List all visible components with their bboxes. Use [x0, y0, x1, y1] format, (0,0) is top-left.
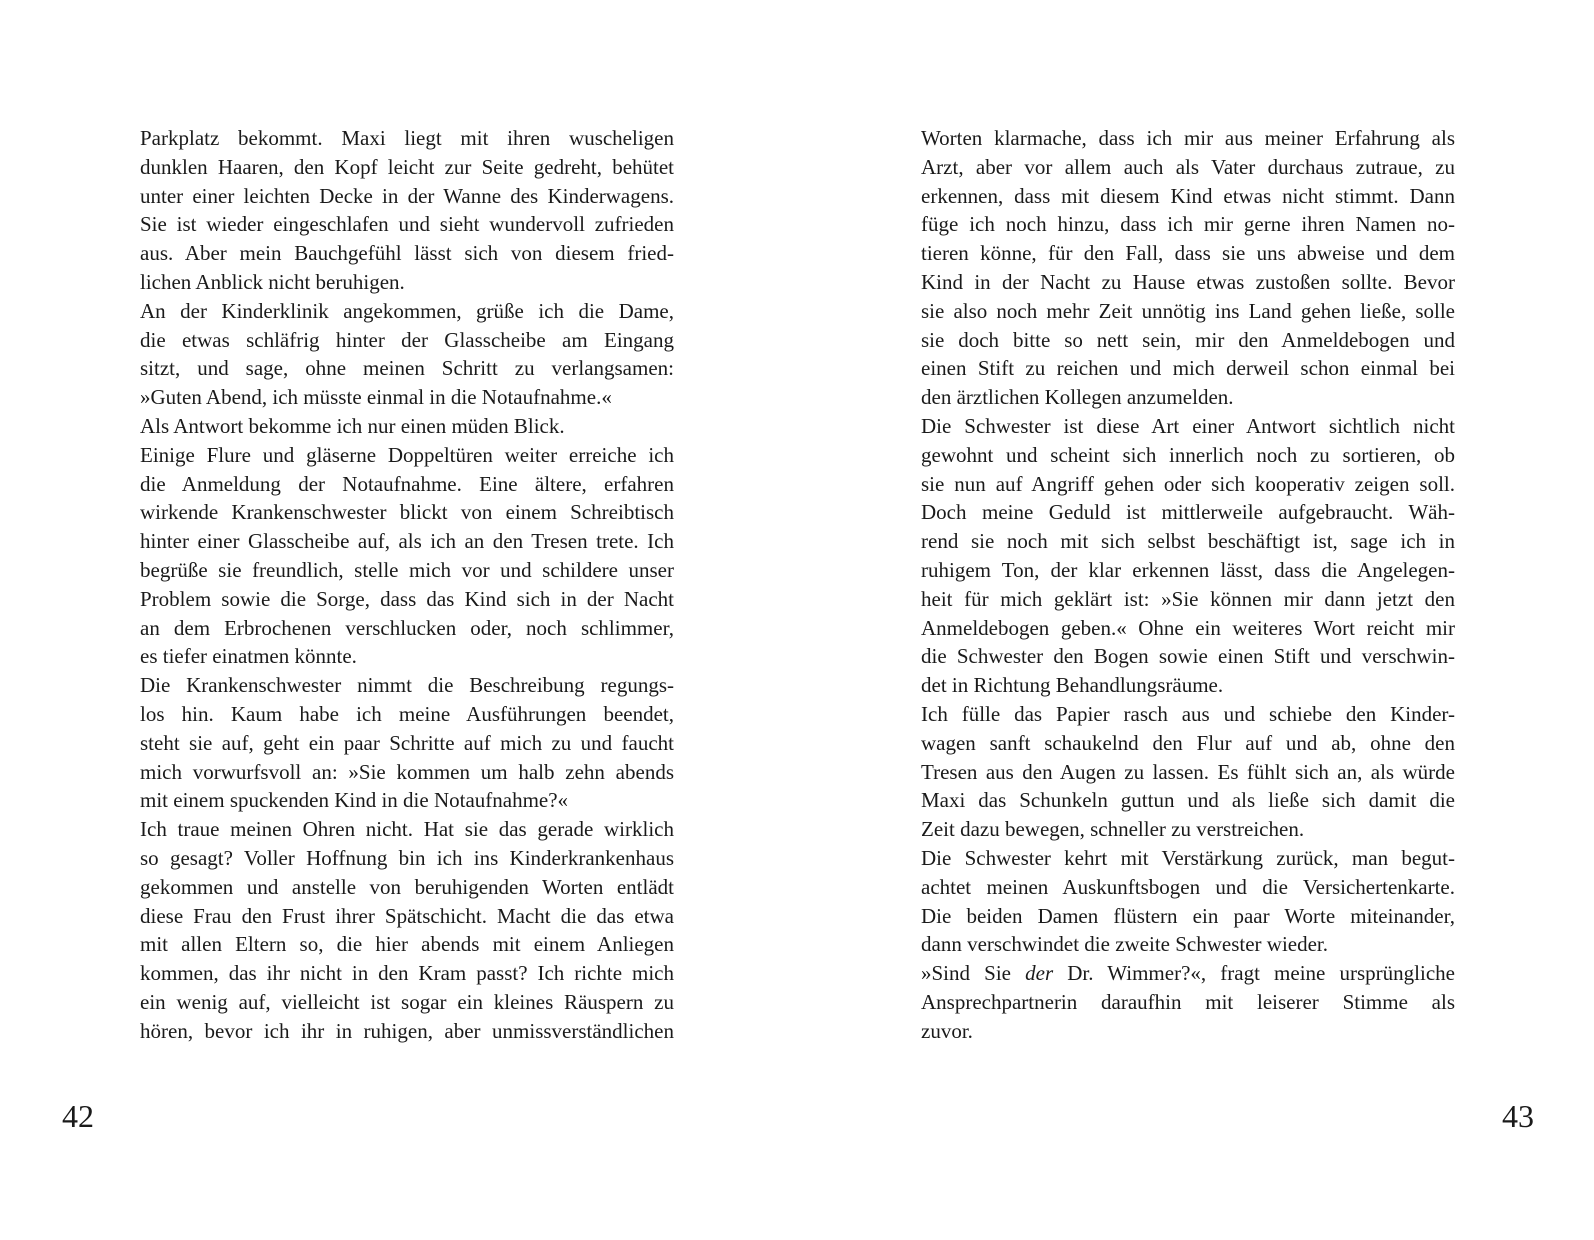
- text-line: Ich traue meinen Ohren nicht. Hat sie das gerade wirklich: [140, 817, 674, 842]
- text-line: dann verschwindet die zweite Schwester wieder.: [921, 932, 1329, 957]
- text-line: Kind in der Nacht zu Hause etwas zustoßen sollte. Bevor: [921, 269, 1455, 294]
- text-line: Die Krankenschwester nimmt die Beschreibung regungs-: [140, 673, 674, 698]
- text-segment: Dr. Wimmer?«, fragt meine ursprüngliche: [1053, 961, 1455, 986]
- left-page-number: 42: [62, 1098, 94, 1134]
- text-line: Anmeldebogen geben.« Ohne ein weiteres Wort reicht mir: [921, 615, 1455, 640]
- text-line: Arzt, aber vor allem auch als Vater durchaus zutraue, zu: [921, 154, 1455, 179]
- text-line: dunklen Haaren, den Kopf leicht zur Seite gedreht, behütet: [140, 154, 674, 179]
- text-line: hören, bevor ich ihr in ruhigen, aber unmissverständlichen: [140, 1018, 674, 1043]
- text-line: es tiefer einatmen könnte.: [140, 644, 357, 669]
- text-line: an dem Erbrochenen verschlucken oder, noch schlimmer,: [140, 615, 674, 640]
- text-line: ein wenig auf, vielleicht ist sogar ein kleines Räuspern zu: [140, 989, 674, 1014]
- text-line: einen Stift zu reichen und mich derweil schon einmal bei: [921, 356, 1455, 381]
- left-page-body: [140, 124, 674, 1046]
- text-segment: »Sind Sie: [921, 961, 1026, 986]
- text-line: Sie ist wieder eingeschlafen und sieht wundervoll zufrieden: [140, 212, 674, 237]
- text-line: wirkende Krankenschwester blickt von einem Schreibtisch: [140, 500, 674, 525]
- text-line: die Anmeldung der Notaufnahme. Eine ältere, erfahren: [140, 471, 674, 496]
- text-line: [921, 959, 1455, 988]
- text-line: füge ich noch hinzu, dass ich mir gerne ihren Namen no-: [921, 212, 1455, 237]
- text-line: Worten klarmache, dass ich mir aus meiner Erfahrung als: [921, 126, 1455, 150]
- text-line: Tresen aus den Augen zu lassen. Es fühlt sich an, als würde: [921, 759, 1455, 784]
- text-line: Zeit dazu bewegen, schneller zu verstreichen.: [921, 817, 1305, 842]
- text-line: sitzt, und sage, ohne meinen Schritt zu verlangsamen:: [140, 356, 674, 381]
- text-line: det in Richtung Behandlungsräume.: [921, 673, 1224, 698]
- text-line: wagen sanft schaukelnd den Flur auf und ab, ohne den: [921, 730, 1455, 755]
- text-line: Problem sowie die Sorge, dass das Kind sich in der Nacht: [140, 586, 674, 611]
- text-line: mich vorwurfsvoll an: »Sie kommen um halb zehn abends: [140, 759, 674, 784]
- text-line: kommen, das ihr nicht in den Kram passt? Ich richte mich: [140, 961, 674, 986]
- text-line: »Guten Abend, ich müsste einmal in die Notaufnahme.«: [140, 385, 612, 410]
- text-line: Doch meine Geduld ist mittlerweile aufgebraucht. Wäh-: [921, 500, 1455, 525]
- text-line: erkennen, dass mit diesem Kind etwas nicht stimmt. Dann: [921, 183, 1455, 208]
- text-line: begrüße sie freundlich, stelle mich vor und schildere unser: [140, 557, 674, 582]
- text-line: sie also noch mehr Zeit unnötig ins Land gehen ließe, solle: [921, 298, 1455, 323]
- text-line: hinter einer Glasscheibe auf, als ich an den Tresen trete. Ich: [140, 529, 674, 554]
- text-line: die etwas schläfrig hinter der Glasscheibe am Eingang: [140, 327, 674, 352]
- text-line: steht sie auf, geht ein paar Schritte auf mich zu und faucht: [140, 730, 674, 755]
- text-line: Die Schwester ist diese Art einer Antwort sichtlich nicht: [921, 413, 1455, 438]
- text-line: gekommen und anstelle von beruhigenden Worten entlädt: [140, 874, 674, 899]
- text-line: Die beiden Damen flüstern ein paar Worte miteinander,: [921, 903, 1455, 928]
- text-line: Parkplatz bekommt. Maxi liegt mit ihren wuscheligen: [140, 126, 674, 150]
- text-line: tieren könne, für den Fall, dass sie uns abweise und dem: [921, 241, 1455, 266]
- text-line: Als Antwort bekomme ich nur einen müden Blick.: [140, 413, 565, 438]
- emphasized-word: der: [1025, 961, 1054, 986]
- text-line: An der Kinderklinik angekommen, grüße ich die Dame,: [140, 298, 674, 323]
- right-page-number: 43: [1502, 1098, 1534, 1134]
- text-line: achtet meinen Auskunftsbogen und die Versichertenkarte.: [921, 874, 1455, 899]
- text-line: mit einem spuckenden Kind in die Notaufnahme?«: [140, 788, 569, 813]
- text-line: aus. Aber mein Bauchgefühl lässt sich von diesem fried-: [140, 241, 674, 266]
- text-line: sie nun auf Angriff gehen oder sich kooperativ zeigen soll.: [921, 471, 1455, 496]
- text-line: so gesagt? Voller Hoffnung bin ich ins Kinderkrankenhaus: [140, 845, 674, 870]
- text-line: die Schwester den Bogen sowie einen Stift und verschwin-: [921, 644, 1455, 669]
- text-line: Ich fülle das Papier rasch aus und schiebe den Kinder-: [921, 701, 1455, 726]
- text-line: den ärztlichen Kollegen anzumelden.: [921, 385, 1234, 410]
- text-line: los hin. Kaum habe ich meine Ausführungen beendet,: [140, 701, 674, 726]
- text-line: gewohnt und scheint sich innerlich noch zu sortieren, ob: [921, 442, 1455, 467]
- text-line: Die Schwester kehrt mit Verstärkung zurück, man begut-: [921, 845, 1455, 870]
- text-line: zuvor.: [921, 1018, 973, 1043]
- text-line: Maxi das Schunkeln guttun und als ließe sich damit die: [921, 788, 1455, 813]
- text-line: mit allen Eltern so, die hier abends mit einem Anliegen: [140, 932, 674, 957]
- right-page-body: [921, 124, 1455, 1046]
- text-line: lichen Anblick nicht beruhigen.: [140, 269, 405, 294]
- text-line: heit für mich geklärt ist: »Sie können mir dann jetzt den: [921, 586, 1455, 611]
- text-line: diese Frau den Frust ihrer Spätschicht. Macht die das etwa: [140, 903, 674, 928]
- text-line: Ansprechpartnerin daraufhin mit leiserer Stimme als: [921, 989, 1455, 1014]
- text-line: unter einer leichten Decke in der Wanne des Kinderwagens.: [140, 183, 674, 208]
- right-page: [797, 0, 1594, 1240]
- text-line: rend sie noch mit sich selbst beschäftigt ist, sage ich in: [921, 529, 1455, 554]
- text-line: Einige Flure und gläserne Doppeltüren weiter erreiche ich: [140, 442, 674, 467]
- text-line: ruhigem Ton, der klar erkennen lässt, dass die Angelegen-: [921, 557, 1455, 582]
- text-line: sie doch bitte so nett sein, mir den Anmeldebogen und: [921, 327, 1455, 352]
